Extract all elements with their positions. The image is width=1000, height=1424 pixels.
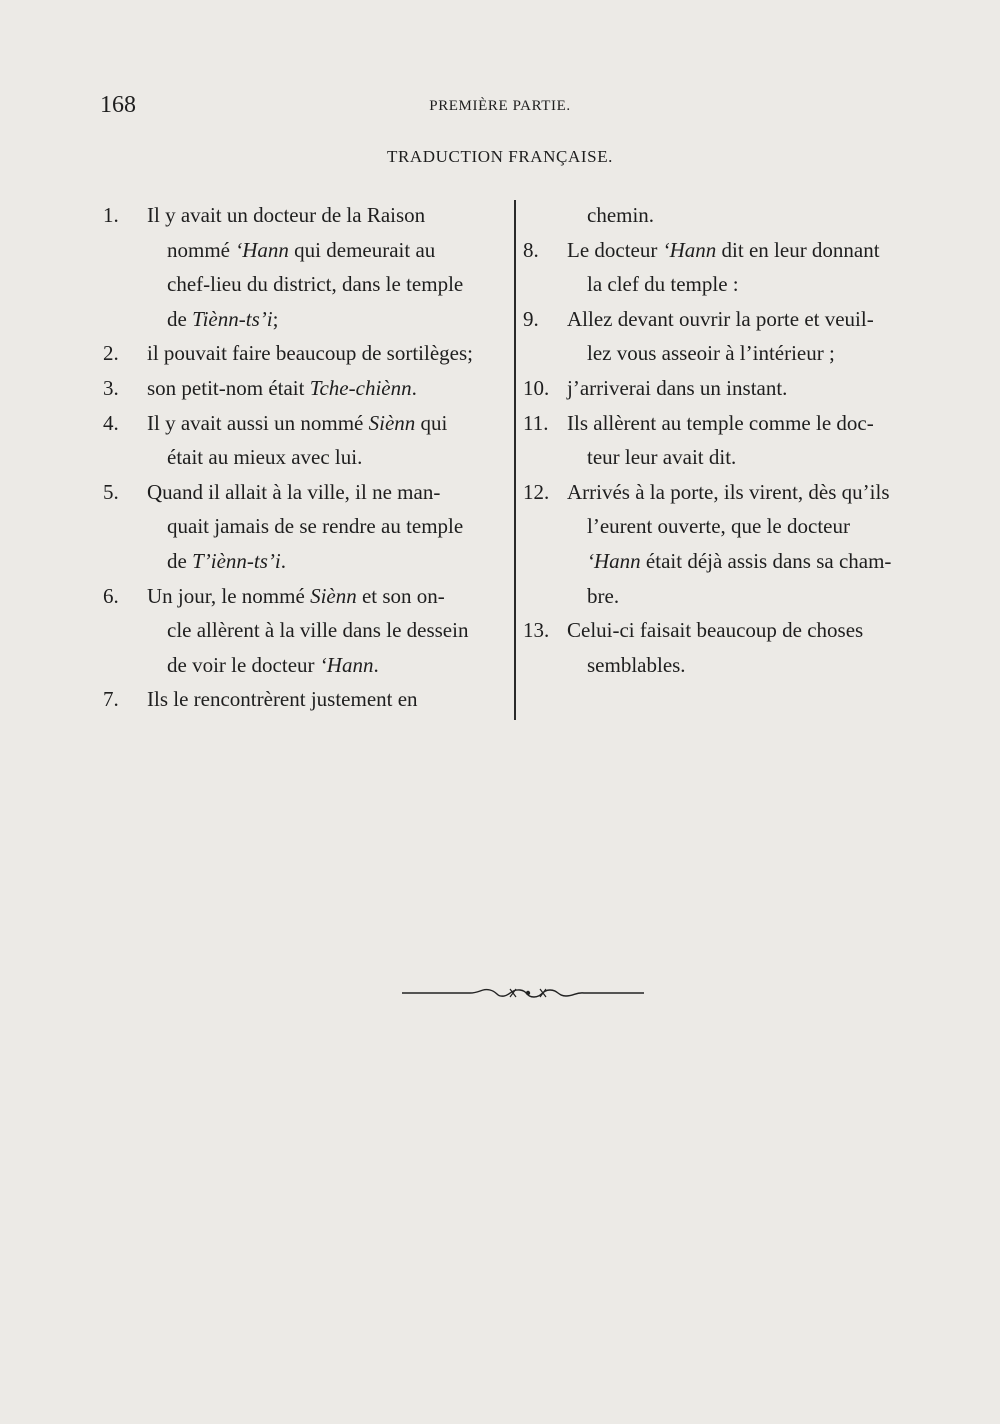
page-header (0, 92, 1000, 124)
numbered-paragraph (523, 475, 938, 613)
numbered-paragraph (103, 371, 508, 406)
running-head: PREMIÈRE PARTIE. (429, 98, 571, 114)
paragraph-line: son petit-nom était Tche-chiènn. (147, 375, 417, 400)
paragraph-line: était au mieux avec lui. (167, 445, 363, 470)
paragraph-number: 8. (523, 237, 539, 262)
paragraph-number: 6. (103, 583, 119, 608)
numbered-paragraph (103, 579, 508, 683)
numbered-paragraph (523, 406, 938, 475)
paragraph-line: Ils le rencontrèrent justement en (147, 687, 418, 712)
fleuron-ornament (400, 982, 646, 1004)
paragraph-number: 13. (523, 618, 550, 643)
paragraph-number: 9. (523, 306, 539, 331)
paragraph-line: Celui-ci faisait beaucoup de choses (567, 618, 864, 643)
paragraph-line: ‘Hann était déjà assis dans sa cham- (587, 548, 892, 573)
paragraph-line: Allez devant ouvrir la porte et veuil- (567, 306, 874, 331)
paragraph-number: 12. (523, 479, 550, 504)
paragraph-line: de T’iènn-ts’i. (167, 548, 286, 573)
numbered-paragraph (103, 406, 508, 475)
paragraph-line: la clef du temple : (587, 272, 739, 297)
numbered-paragraph (103, 198, 508, 336)
page-number: 168 (100, 92, 136, 118)
paragraph-number: 1. (103, 203, 119, 227)
left-column (103, 198, 508, 717)
paragraph-number: 3. (103, 375, 119, 400)
numbered-paragraph (523, 613, 938, 682)
paragraph-line: Il y avait aussi un nommé Siènn qui (147, 410, 448, 435)
paragraph-line: j’arriverai dans un instant. (567, 375, 788, 400)
right-column (523, 198, 938, 682)
numbered-paragraph (523, 233, 938, 302)
paragraph-line: nommé ‘Hann qui demeurait au (167, 237, 436, 262)
paragraph-line: Un jour, le nommé Siènn et son on- (147, 583, 445, 608)
numbered-paragraph (103, 682, 508, 717)
paragraph-line: l’eurent ouverte, que le docteur (587, 514, 850, 539)
numbered-paragraph (523, 302, 938, 371)
paragraph-line: quait jamais de se rendre au temple (167, 514, 464, 539)
paragraph-line: Il y avait un docteur de la Raison (147, 203, 426, 227)
paragraph-line: de Tiènn-ts’i; (167, 306, 279, 331)
paragraph-number: 7. (103, 687, 119, 712)
paragraph-line: lez vous asseoir à l’intérieur ; (587, 341, 835, 366)
paragraph-line: semblables. (587, 652, 686, 677)
paragraph-line: teur leur avait dit. (587, 445, 737, 470)
paragraph-number: 11. (523, 410, 549, 435)
paragraph-number: 2. (103, 341, 119, 366)
paragraph-line: Arrivés à la porte, ils virent, dès qu’ils (567, 479, 890, 504)
column-divider (514, 200, 516, 720)
numbered-paragraph (103, 475, 508, 579)
paragraph-line: Quand il allait à la ville, il ne man- (147, 479, 441, 504)
paragraph-number: 4. (103, 410, 119, 435)
paragraph-line: chef-lieu du district, dans le temple (167, 272, 464, 297)
paragraph-line: Le docteur ‘Hann dit en leur donnant (567, 237, 880, 262)
paragraph-line: il pouvait faire beaucoup de sortilèges; (147, 341, 473, 366)
paragraph-line: bre. (587, 583, 620, 608)
numbered-paragraph (523, 371, 938, 406)
paragraph-line: cle allèrent à la ville dans le dessein (167, 618, 469, 643)
paragraph-line: Ils allèrent au temple comme le doc- (567, 410, 874, 435)
continuation-line: chemin. (587, 203, 655, 227)
numbered-paragraph (103, 336, 508, 371)
paragraph-number: 5. (103, 479, 119, 504)
paragraph-number: 10. (523, 375, 550, 400)
section-title: TRADUCTION FRANÇAISE. (386, 147, 614, 166)
paragraph-line: de voir le docteur ‘Hann. (167, 652, 379, 677)
